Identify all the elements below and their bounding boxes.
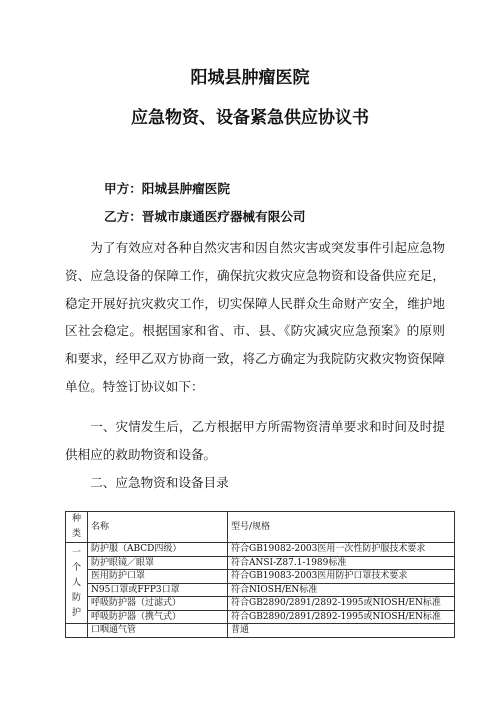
supply-table <box>65 511 455 638</box>
item-name: 呼吸防护器（过滤式） <box>88 597 228 611</box>
item-model: 符合ANSI-Z87.1-1989标准 <box>228 556 455 570</box>
header-name: 名称 <box>88 512 228 543</box>
paragraph-intro: 为了有效应对各种自然灾害和因自然灾害或突发事件引起应急物资、应急设备的保障工作，确保抗灾救灾应急物资和设备供应充足，稳定开展好抗灾救灾工作，切实保障人民群众生命财产安全，维护地区社会稳定。根据国家和省、市、县、《防灾减灾应急预案》的原则和要求，经甲乙双方协商一致，将乙方确定为我院防灾救灾物资保障单位。特签订协议如下： <box>65 240 445 394</box>
party-b: 乙方：晋城市康通医疗器械有限公司 <box>104 209 306 224</box>
item-name: 口咽通气管 <box>88 624 228 638</box>
category-cell-empty <box>66 624 88 638</box>
item-name: N95口罩或FFP3口罩 <box>88 583 228 597</box>
item-name: 防护眼镜／眼罩 <box>88 556 228 570</box>
header-category: 种类 <box>66 512 88 543</box>
document-title: 阳城县肿瘤医院 <box>190 68 310 88</box>
item-model: 符合GB2890/2891/2892-1995或NIOSH/EN标准 <box>228 597 455 611</box>
table-row <box>66 610 455 624</box>
item-name: 医用防护口罩 <box>88 570 228 584</box>
paragraph-clause-1: 一、灾情发生后，乙方根据甲方所需物资清单要求和时间及时提供相应的救助物资和设备。 <box>65 419 445 462</box>
table-row <box>66 597 455 611</box>
header-model: 型号/规格 <box>228 512 455 543</box>
table-row <box>66 570 455 584</box>
category-cell: 一个人防护 <box>66 543 88 624</box>
table-header-row <box>66 512 455 543</box>
table-row <box>66 556 455 570</box>
paragraph-clause-2: 二、应急物资和设备目录 <box>90 475 229 490</box>
item-model: 普通 <box>228 624 455 638</box>
item-model: 符合GB2890/2891/2892-1995或NIOSH/EN标准 <box>228 610 455 624</box>
table-row <box>66 583 455 597</box>
document-subtitle: 应急物资、设备紧急供应协议书 <box>131 108 369 128</box>
item-name: 防护服（ABCD四级） <box>88 543 228 557</box>
item-model: 符合GB19082-2003医用一次性防护服技术要求 <box>228 543 455 557</box>
item-model: 符合GB19083-2003医用防护口罩技术要求 <box>228 570 455 584</box>
item-model: 符合NIOSH/EN标准 <box>228 583 455 597</box>
table-row <box>66 543 455 557</box>
party-a: 甲方：阳城县肿瘤医院 <box>104 181 230 196</box>
table-row <box>66 624 455 638</box>
item-name: 呼吸防护器（携气式） <box>88 610 228 624</box>
